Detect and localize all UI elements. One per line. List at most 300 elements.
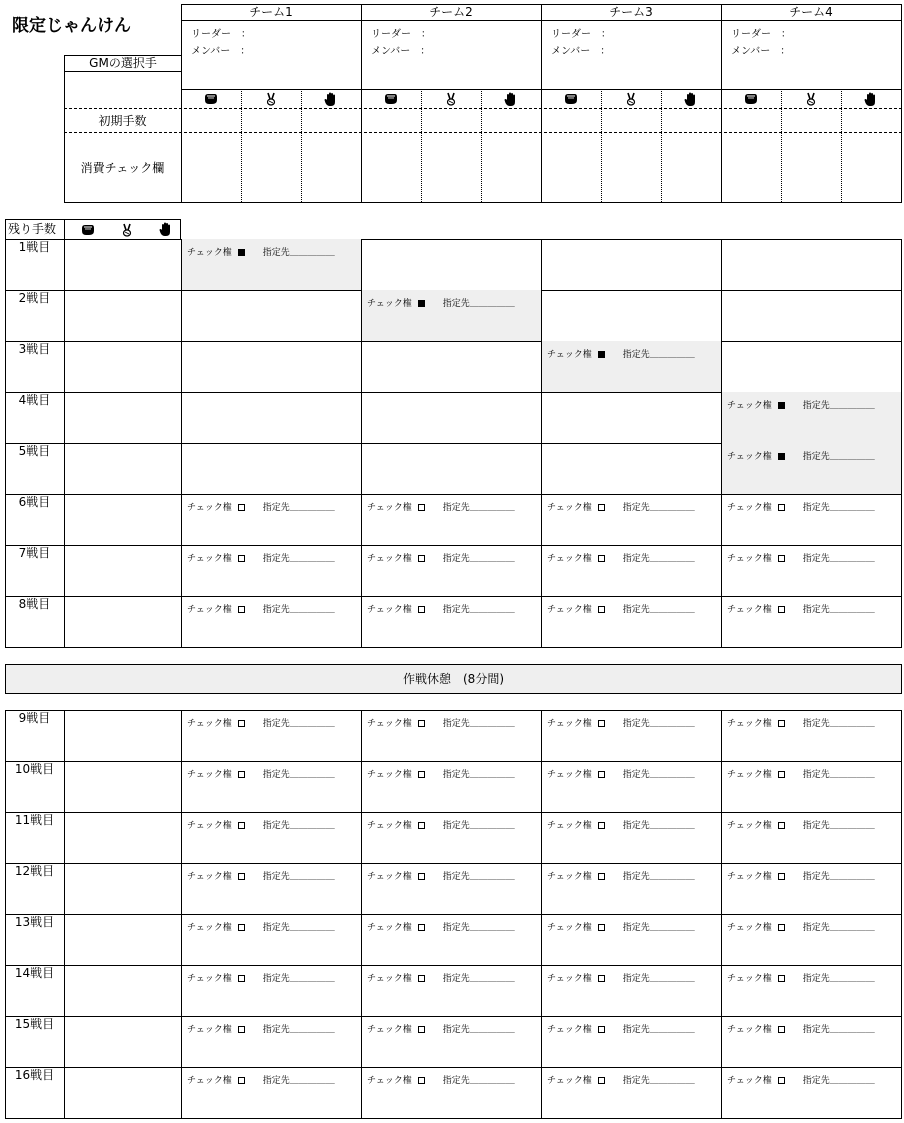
designation-field[interactable]: 指定先＿＿＿＿＿ <box>622 770 695 780</box>
check-entry[interactable] <box>727 767 875 780</box>
check-box[interactable] <box>598 1077 605 1084</box>
check-right-label: チェック権 <box>727 1025 772 1035</box>
check-right-label: チェック権 <box>727 1076 772 1086</box>
round-selection-cell[interactable] <box>64 863 181 914</box>
check-box[interactable] <box>238 555 245 562</box>
round-cell[interactable] <box>721 494 901 545</box>
check-entry[interactable] <box>187 500 335 513</box>
round-selection-cell[interactable] <box>64 812 181 863</box>
check-entry[interactable] <box>187 1073 335 1086</box>
round-cell[interactable] <box>721 239 901 290</box>
check-entry[interactable] <box>187 869 335 882</box>
designation-field[interactable]: 指定先＿＿＿＿＿ <box>622 719 695 729</box>
check-entry[interactable] <box>547 716 695 729</box>
check-box[interactable] <box>238 924 245 931</box>
round-cell[interactable] <box>181 812 361 863</box>
round-cell[interactable] <box>181 863 361 914</box>
round-cell[interactable] <box>361 1016 541 1067</box>
round-cell[interactable] <box>721 1016 901 1067</box>
check-entry[interactable] <box>727 551 875 564</box>
round-cell[interactable] <box>541 443 721 494</box>
round-cell[interactable] <box>181 443 361 494</box>
team-name-2: チーム2 <box>429 5 473 19</box>
check-right-label: チェック権 <box>727 770 772 780</box>
check-right-label: チェック権 <box>367 719 412 729</box>
round-cell[interactable] <box>361 443 541 494</box>
round-column-rule <box>181 239 182 648</box>
check-box[interactable] <box>238 606 245 613</box>
round-selection-cell[interactable] <box>64 443 181 494</box>
check-entry[interactable] <box>727 716 875 729</box>
round-cell[interactable] <box>361 914 541 965</box>
round-cell[interactable] <box>181 914 361 965</box>
round-cell[interactable] <box>541 341 721 392</box>
designation-field[interactable]: 指定先＿＿＿＿＿ <box>442 821 515 831</box>
paper-icon <box>301 89 361 109</box>
check-box[interactable] <box>778 555 785 562</box>
round-cell[interactable] <box>541 545 721 596</box>
round-selection-cell[interactable] <box>64 239 181 290</box>
round-cell[interactable] <box>721 812 901 863</box>
round-cell[interactable] <box>541 1016 721 1067</box>
designation-field[interactable]: 指定先＿＿＿＿＿ <box>802 1076 875 1086</box>
check-box[interactable] <box>778 720 785 727</box>
check-entry[interactable] <box>727 449 875 462</box>
round-label: 2戦目 <box>18 291 51 305</box>
rock-icon <box>181 89 241 109</box>
team-header-rule <box>361 20 541 21</box>
round-label: 13戦目 <box>14 915 55 929</box>
hand-column-divider <box>301 89 302 202</box>
check-entry[interactable] <box>367 971 515 984</box>
round-selection-cell[interactable] <box>64 1067 181 1118</box>
round-column-rule <box>64 239 65 648</box>
round-cell[interactable] <box>361 812 541 863</box>
round-cell[interactable] <box>181 596 361 647</box>
check-entry[interactable] <box>367 716 515 729</box>
check-box[interactable] <box>778 924 785 931</box>
check-right-label: チェック権 <box>727 452 772 462</box>
consumption-check-label: 消費チェック欄 <box>80 161 165 175</box>
check-box[interactable] <box>238 822 245 829</box>
check-box[interactable] <box>418 822 425 829</box>
round-cell[interactable] <box>181 239 361 290</box>
check-entry[interactable] <box>187 818 335 831</box>
designation-field[interactable]: 指定先＿＿＿＿＿ <box>262 1025 335 1035</box>
designation-field[interactable]: 指定先＿＿＿＿＿ <box>442 872 515 882</box>
designation-field[interactable]: 指定先＿＿＿＿＿ <box>802 452 875 462</box>
round-cell[interactable] <box>541 965 721 1016</box>
leader-field[interactable]: リーダー ： <box>191 29 251 40</box>
designation-field[interactable]: 指定先＿＿＿＿＿ <box>262 719 335 729</box>
check-right-label: チェック権 <box>547 923 592 933</box>
check-entry[interactable] <box>547 920 695 933</box>
check-box[interactable] <box>418 555 425 562</box>
check-box[interactable] <box>778 822 785 829</box>
round-cell[interactable] <box>361 494 541 545</box>
icon-row-top <box>181 89 902 90</box>
designation-field[interactable]: 指定先＿＿＿＿＿ <box>622 503 695 513</box>
check-entry[interactable] <box>547 971 695 984</box>
designation-field[interactable]: 指定先＿＿＿＿＿ <box>442 719 515 729</box>
round-cell[interactable] <box>361 1067 541 1118</box>
check-entry[interactable] <box>367 767 515 780</box>
round-selection-cell[interactable] <box>64 494 181 545</box>
designation-field[interactable]: 指定先＿＿＿＿＿ <box>622 554 695 564</box>
rock-icon <box>70 221 106 238</box>
rock-icon <box>721 89 781 109</box>
check-entry[interactable] <box>367 1022 515 1035</box>
designation-field[interactable]: 指定先＿＿＿＿＿ <box>802 974 875 984</box>
check-box[interactable] <box>778 1077 785 1084</box>
designation-field[interactable]: 指定先＿＿＿＿＿ <box>622 350 695 360</box>
scissors-icon <box>601 89 661 109</box>
check-box[interactable] <box>598 351 605 358</box>
check-box[interactable] <box>238 771 245 778</box>
designation-field[interactable]: 指定先＿＿＿＿＿ <box>802 401 875 411</box>
check-box[interactable] <box>598 771 605 778</box>
designation-field[interactable]: 指定先＿＿＿＿＿ <box>802 605 875 615</box>
designation-field[interactable]: 指定先＿＿＿＿＿ <box>262 248 335 258</box>
check-right-label: チェック権 <box>367 554 412 564</box>
designation-field[interactable]: 指定先＿＿＿＿＿ <box>262 872 335 882</box>
check-entry[interactable] <box>547 500 695 513</box>
round-cell[interactable] <box>541 239 721 290</box>
check-box[interactable] <box>778 975 785 982</box>
check-box[interactable] <box>238 720 245 727</box>
round-label: 14戦目 <box>14 966 55 980</box>
round-selection-cell[interactable] <box>64 914 181 965</box>
round-cell[interactable] <box>541 494 721 545</box>
check-box[interactable] <box>418 1026 425 1033</box>
check-right-label: チェック権 <box>547 554 592 564</box>
check-box[interactable] <box>598 924 605 931</box>
round-selection-cell[interactable] <box>64 965 181 1016</box>
designation-field[interactable]: 指定先＿＿＿＿＿ <box>262 554 335 564</box>
round-selection-cell[interactable] <box>64 710 181 761</box>
round-selection-cell[interactable] <box>64 545 181 596</box>
round-cell[interactable] <box>181 1016 361 1067</box>
round-cell[interactable] <box>181 494 361 545</box>
check-entry[interactable] <box>727 971 875 984</box>
designation-field[interactable]: 指定先＿＿＿＿＿ <box>622 605 695 615</box>
round-cell[interactable] <box>361 239 541 290</box>
round-cell[interactable] <box>361 710 541 761</box>
round-cell[interactable] <box>541 863 721 914</box>
check-right-label: チェック権 <box>727 872 772 882</box>
round-cell[interactable] <box>361 596 541 647</box>
designation-field[interactable]: 指定先＿＿＿＿＿ <box>802 719 875 729</box>
check-right-label: チェック権 <box>727 821 772 831</box>
check-box[interactable] <box>778 873 785 880</box>
check-entry[interactable] <box>187 716 335 729</box>
check-entry[interactable] <box>187 971 335 984</box>
round-cell[interactable] <box>721 1067 901 1118</box>
check-entry[interactable] <box>187 245 335 258</box>
designation-field[interactable]: 指定先＿＿＿＿＿ <box>262 974 335 984</box>
designation-field[interactable]: 指定先＿＿＿＿＿ <box>442 299 515 309</box>
round-cell[interactable] <box>361 341 541 392</box>
check-right-label: チェック権 <box>367 503 412 513</box>
designation-field[interactable]: 指定先＿＿＿＿＿ <box>442 1025 515 1035</box>
designation-field[interactable]: 指定先＿＿＿＿＿ <box>622 1025 695 1035</box>
check-entry[interactable] <box>367 920 515 933</box>
check-right-label: チェック権 <box>187 821 232 831</box>
check-entry[interactable] <box>727 602 875 615</box>
round-cell[interactable] <box>361 863 541 914</box>
designation-field[interactable]: 指定先＿＿＿＿＿ <box>262 770 335 780</box>
check-box[interactable] <box>418 300 425 307</box>
round-cell[interactable] <box>361 545 541 596</box>
designation-field[interactable]: 指定先＿＿＿＿＿ <box>442 503 515 513</box>
check-box[interactable] <box>598 822 605 829</box>
check-box[interactable] <box>238 1026 245 1033</box>
check-box[interactable] <box>418 771 425 778</box>
check-box[interactable] <box>418 924 425 931</box>
check-right-label: チェック権 <box>727 974 772 984</box>
hand-column-divider <box>421 89 422 202</box>
round-cell[interactable] <box>541 392 721 443</box>
designation-field[interactable]: 指定先＿＿＿＿＿ <box>442 923 515 933</box>
check-entry[interactable] <box>367 818 515 831</box>
designation-field[interactable]: 指定先＿＿＿＿＿ <box>262 503 335 513</box>
round-cell[interactable] <box>361 290 541 341</box>
round-cell[interactable] <box>721 596 901 647</box>
check-box[interactable] <box>238 1077 245 1084</box>
scissors-icon <box>421 89 481 109</box>
member-field[interactable]: メンバー ： <box>731 46 791 57</box>
check-right-label: チェック権 <box>727 719 772 729</box>
designation-field[interactable]: 指定先＿＿＿＿＿ <box>442 554 515 564</box>
check-right-label: チェック権 <box>367 923 412 933</box>
member-field[interactable]: メンバー ： <box>191 46 251 57</box>
check-right-label: チェック権 <box>367 974 412 984</box>
round-column-rule <box>181 710 182 1119</box>
hand-column-divider <box>661 89 662 202</box>
round-cell[interactable] <box>181 545 361 596</box>
round-cell[interactable] <box>181 710 361 761</box>
check-right-label: チェック権 <box>187 605 232 615</box>
round-selection-cell[interactable] <box>64 596 181 647</box>
check-entry[interactable] <box>367 1073 515 1086</box>
round-cell[interactable] <box>721 443 901 494</box>
check-entry[interactable] <box>727 500 875 513</box>
round-cell[interactable] <box>721 392 901 443</box>
designation-field[interactable]: 指定先＿＿＿＿＿ <box>262 605 335 615</box>
round-cell[interactable] <box>541 761 721 812</box>
round-cell[interactable] <box>541 290 721 341</box>
check-entry[interactable] <box>367 500 515 513</box>
round-cell[interactable] <box>721 863 901 914</box>
check-entry[interactable] <box>727 398 875 411</box>
check-entry[interactable] <box>367 869 515 882</box>
check-box[interactable] <box>598 975 605 982</box>
check-box[interactable] <box>598 504 605 511</box>
round-label: 1戦目 <box>18 240 51 254</box>
check-entry[interactable] <box>187 920 335 933</box>
check-entry[interactable] <box>187 1022 335 1035</box>
designation-field[interactable]: 指定先＿＿＿＿＿ <box>262 923 335 933</box>
check-box[interactable] <box>598 873 605 880</box>
designation-field[interactable]: 指定先＿＿＿＿＿ <box>802 1025 875 1035</box>
round-cell[interactable] <box>721 914 901 965</box>
round-cell[interactable] <box>361 392 541 443</box>
check-box[interactable] <box>778 402 785 409</box>
check-right-label: チェック権 <box>187 1076 232 1086</box>
round-cell[interactable] <box>181 1067 361 1118</box>
round-label: 15戦目 <box>14 1017 55 1031</box>
paper-icon <box>481 89 541 109</box>
designation-field[interactable]: 指定先＿＿＿＿＿ <box>802 503 875 513</box>
round-column-rule <box>64 710 65 1119</box>
rock-icon <box>361 89 421 109</box>
check-entry[interactable] <box>547 1073 695 1086</box>
check-box[interactable] <box>778 1026 785 1033</box>
scissors-icon <box>109 221 145 238</box>
check-box[interactable] <box>778 453 785 460</box>
check-entry[interactable] <box>547 869 695 882</box>
check-box[interactable] <box>778 606 785 613</box>
check-box[interactable] <box>238 249 245 256</box>
round-cell[interactable] <box>541 1067 721 1118</box>
round-cell[interactable] <box>541 710 721 761</box>
rock-icon <box>541 89 601 109</box>
member-field[interactable]: メンバー ： <box>371 46 431 57</box>
check-entry[interactable] <box>547 818 695 831</box>
check-entry[interactable] <box>187 551 335 564</box>
member-field[interactable]: メンバー ： <box>551 46 611 57</box>
check-box[interactable] <box>778 504 785 511</box>
check-box[interactable] <box>418 606 425 613</box>
round-cell[interactable] <box>181 341 361 392</box>
round-label: 7戦目 <box>18 546 51 560</box>
check-box[interactable] <box>418 720 425 727</box>
check-box[interactable] <box>598 720 605 727</box>
check-box[interactable] <box>598 1026 605 1033</box>
check-entry[interactable] <box>547 347 695 360</box>
round-selection-cell[interactable] <box>64 1016 181 1067</box>
round-cell[interactable] <box>361 761 541 812</box>
round-cell[interactable] <box>721 341 901 392</box>
check-entry[interactable] <box>727 1073 875 1086</box>
icon-row-bottom <box>64 108 902 109</box>
check-right-label: チェック権 <box>187 1025 232 1035</box>
check-box[interactable] <box>778 771 785 778</box>
round-cell[interactable] <box>541 596 721 647</box>
round-cell[interactable] <box>721 290 901 341</box>
check-box[interactable] <box>598 555 605 562</box>
round-cell[interactable] <box>181 761 361 812</box>
designation-field[interactable]: 指定先＿＿＿＿＿ <box>622 974 695 984</box>
designation-field[interactable]: 指定先＿＿＿＿＿ <box>802 872 875 882</box>
designation-field[interactable]: 指定先＿＿＿＿＿ <box>622 821 695 831</box>
round-cell[interactable] <box>541 812 721 863</box>
check-entry[interactable] <box>727 1022 875 1035</box>
designation-field[interactable]: 指定先＿＿＿＿＿ <box>622 1076 695 1086</box>
round-selection-cell[interactable] <box>64 761 181 812</box>
designation-field[interactable]: 指定先＿＿＿＿＿ <box>802 554 875 564</box>
check-box[interactable] <box>238 873 245 880</box>
check-right-label: チェック権 <box>367 1076 412 1086</box>
team-header-rule <box>721 20 901 21</box>
round-cell[interactable] <box>181 392 361 443</box>
round-cell[interactable] <box>541 914 721 965</box>
designation-field[interactable]: 指定先＿＿＿＿＿ <box>622 872 695 882</box>
designation-field[interactable]: 指定先＿＿＿＿＿ <box>442 1076 515 1086</box>
check-box[interactable] <box>418 975 425 982</box>
designation-field[interactable]: 指定先＿＿＿＿＿ <box>442 974 515 984</box>
team-name-4: チーム4 <box>789 5 833 19</box>
check-right-label: チェック権 <box>367 821 412 831</box>
round-cell[interactable] <box>181 290 361 341</box>
round-selection-cell[interactable] <box>64 290 181 341</box>
designation-field[interactable]: 指定先＿＿＿＿＿ <box>802 770 875 780</box>
designation-field[interactable]: 指定先＿＿＿＿＿ <box>442 605 515 615</box>
designation-field[interactable]: 指定先＿＿＿＿＿ <box>802 821 875 831</box>
check-entry[interactable] <box>547 767 695 780</box>
round-cell[interactable] <box>721 545 901 596</box>
leader-field[interactable]: リーダー ： <box>371 29 431 40</box>
check-entry[interactable] <box>367 602 515 615</box>
check-box[interactable] <box>598 606 605 613</box>
leader-field[interactable]: リーダー ： <box>731 29 791 40</box>
check-entry[interactable] <box>547 602 695 615</box>
check-right-label: チェック権 <box>547 719 592 729</box>
round-cell[interactable] <box>181 965 361 1016</box>
round-selection-cell[interactable] <box>64 341 181 392</box>
paper-icon <box>148 221 184 238</box>
gm-pick-value[interactable] <box>64 71 181 109</box>
check-right-label: チェック権 <box>367 872 412 882</box>
check-box[interactable] <box>418 504 425 511</box>
check-right-label: チェック権 <box>727 554 772 564</box>
designation-field[interactable]: 指定先＿＿＿＿＿ <box>442 770 515 780</box>
check-box[interactable] <box>418 1077 425 1084</box>
gm-pick-label: GMの選択手 <box>64 55 181 72</box>
check-entry[interactable] <box>187 767 335 780</box>
round-cell[interactable] <box>721 965 901 1016</box>
team-header-rule <box>181 20 361 21</box>
designation-field[interactable]: 指定先＿＿＿＿＿ <box>262 821 335 831</box>
initial-row-bottom <box>64 132 902 133</box>
round-selection-cell[interactable] <box>64 392 181 443</box>
round-cell[interactable] <box>721 761 901 812</box>
check-entry[interactable] <box>727 920 875 933</box>
check-entry[interactable] <box>727 818 875 831</box>
round-label: 5戦目 <box>18 444 51 458</box>
check-right-label: チェック権 <box>547 821 592 831</box>
round-column-rule <box>721 710 722 1119</box>
check-entry[interactable] <box>187 602 335 615</box>
leader-field[interactable]: リーダー ： <box>551 29 611 40</box>
remaining-hands-label: 残り手数 <box>8 222 57 236</box>
check-entry[interactable] <box>367 296 515 309</box>
check-box[interactable] <box>238 975 245 982</box>
check-entry[interactable] <box>367 551 515 564</box>
check-entry[interactable] <box>727 869 875 882</box>
scissors-icon <box>241 89 301 109</box>
round-cell[interactable] <box>721 710 901 761</box>
designation-field[interactable]: 指定先＿＿＿＿＿ <box>262 1076 335 1086</box>
designation-field[interactable]: 指定先＿＿＿＿＿ <box>802 923 875 933</box>
check-box[interactable] <box>418 873 425 880</box>
check-entry[interactable] <box>547 1022 695 1035</box>
round-cell[interactable] <box>361 965 541 1016</box>
check-box[interactable] <box>238 504 245 511</box>
check-entry[interactable] <box>547 551 695 564</box>
hand-column-divider <box>781 89 782 202</box>
designation-field[interactable]: 指定先＿＿＿＿＿ <box>622 923 695 933</box>
